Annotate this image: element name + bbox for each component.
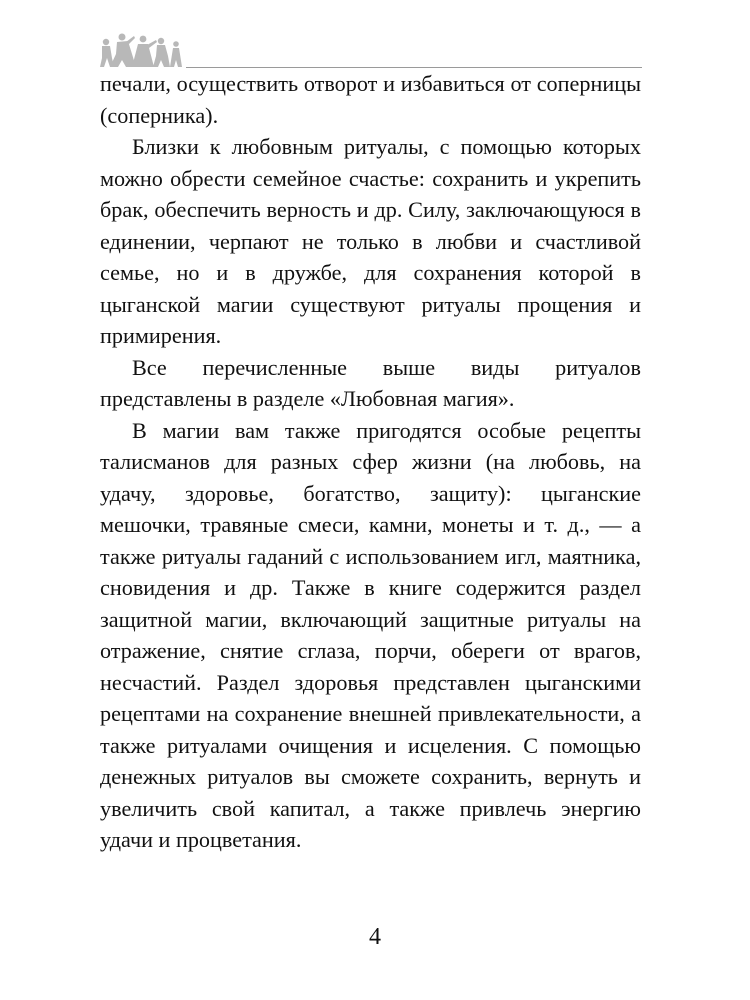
paragraph-continued: печали, осуществить отворот и избавиться от соперницы (соперника). [100,71,641,128]
paragraph: Близки к любовным ритуалы, с помощью которых можно обрести семейное счастье: сохранить и укрепить брак, обеспечить верность и др. Силу, заключающуюся в единении, черпают не только в любви и счастливой семье, но и в дружбе, для сохранения которой в цыганской магии существуют ритуалы прощения и примирения. [100,134,641,348]
body-text [100,68,641,856]
page-number: 4 [369,924,381,950]
dancing-figures-ornament-icon [98,30,186,68]
paragraph: Все перечисленные выше виды ритуалов представлены в разделе «Любовная магия». [100,354,641,411]
paragraph: В магии вам также пригодятся особые рецепты талисманов для разных сфер жизни (на любовь, на удачу, здоровье, богатство, защиту): цыганские мешочки, травяные смеси, камни, монеты и т. д., — а также ритуалы гаданий с использованием игл, маятника, сновидения и др. Также в книге содержится раздел защитной магии, включающий защитные ритуалы на отражение, снятие сглаза, порчи, обереги от врагов, несчастий. Раздел здоровья представлен цыганскими рецептами на сохранение внешней привлекательности, а также ритуалами очищения и исцеления. С помощью денежных ритуалов вы сможете сохранить, вернуть и увеличить свой капитал, а также привлечь энергию удачи и процветания. [100,417,641,852]
